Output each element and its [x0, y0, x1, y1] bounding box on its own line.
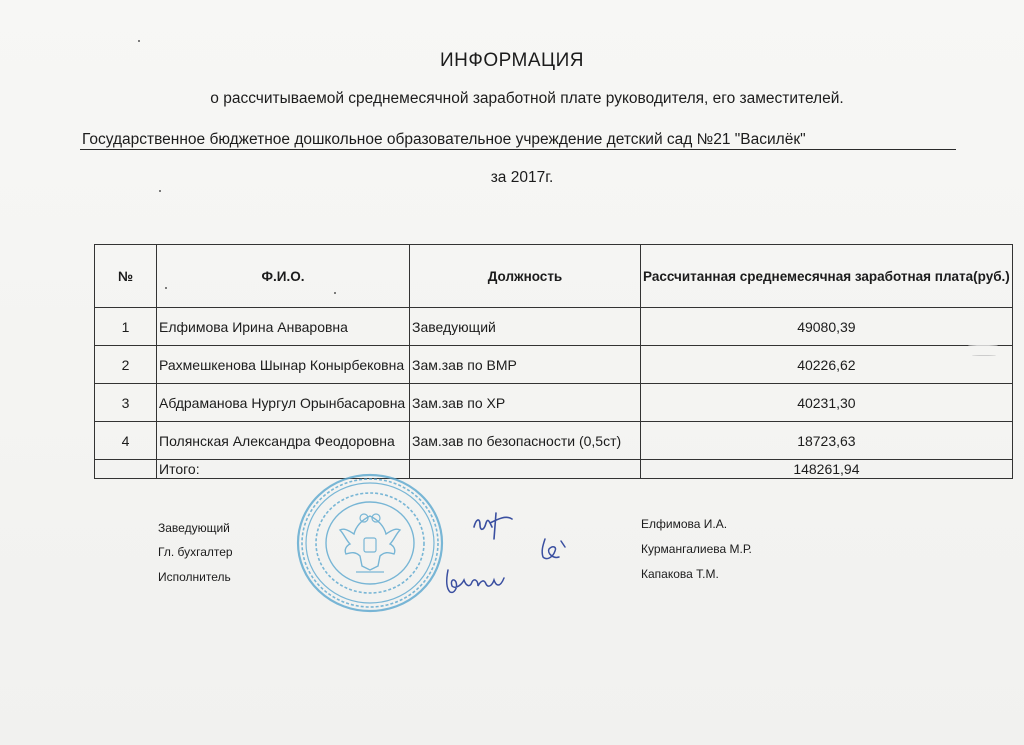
salary-table — [94, 244, 1013, 479]
row-fio: Абдраманова Нургул Орынбасаровна — [157, 384, 410, 422]
scan-speck — [972, 355, 996, 356]
row-position: Зам.зав по ВМР — [410, 346, 641, 384]
signature-name-executor: Капакова Т.М. — [641, 567, 719, 581]
organization-underline — [80, 149, 956, 150]
signature-mark-executor-icon — [440, 560, 520, 600]
row-num: 4 — [95, 422, 157, 460]
document-period: за 2017г. — [490, 169, 554, 186]
header-salary: Рассчитанная среднемесячная заработная плата(руб.) — [641, 245, 1013, 308]
table-header-row — [95, 245, 1013, 308]
organization-name: Государственное бюджетное дошкольное образовательное учреждение детский сад №21 "Василёк" — [82, 131, 806, 148]
document-subtitle: о рассчитываемой среднемесячной заработной плате руководителя, его заместителей. — [210, 90, 844, 107]
table-total-row — [95, 460, 1013, 479]
header-fio: Ф.И.О. — [157, 245, 410, 308]
row-position: Зам.зав по безопасности (0,5ст) — [410, 422, 641, 460]
row-num: 3 — [95, 384, 157, 422]
total-empty-cell — [95, 460, 157, 479]
signature-role-head: Заведующий — [158, 521, 230, 535]
official-seal-icon — [290, 468, 450, 618]
scan-speck — [968, 345, 998, 346]
row-salary: 18723,63 — [641, 422, 1013, 460]
row-salary: 40231,30 — [641, 384, 1013, 422]
signature-role-executor: Исполнитель — [158, 570, 231, 584]
table-row — [95, 422, 1013, 460]
row-num: 1 — [95, 308, 157, 346]
scan-speck — [165, 287, 167, 289]
signature-role-accountant: Гл. бухгалтер — [158, 545, 233, 559]
signature-name-head: Елфимова И.А. — [641, 517, 728, 531]
row-salary: 49080,39 — [641, 308, 1013, 346]
row-num: 2 — [95, 346, 157, 384]
document-title: ИНФОРМАЦИЯ — [440, 50, 584, 71]
table-row — [95, 308, 1013, 346]
table-row — [95, 346, 1013, 384]
scan-speck — [159, 190, 161, 192]
signature-mark-head-icon — [470, 505, 525, 545]
row-fio: Рахмешкенова Шынар Конырбековна — [157, 346, 410, 384]
row-fio: Полянская Александра Феодоровна — [157, 422, 410, 460]
table-row — [95, 384, 1013, 422]
scan-speck — [334, 292, 336, 294]
signature-name-accountant: Курмангалиева М.Р. — [641, 542, 752, 556]
row-position: Заведующий — [410, 308, 641, 346]
signature-mark-accountant-icon — [535, 535, 575, 567]
row-position: Зам.зав по ХР — [410, 384, 641, 422]
header-position: Должность — [410, 245, 641, 308]
total-salary: 148261,94 — [641, 460, 1013, 479]
row-salary: 40226,62 — [641, 346, 1013, 384]
header-num: № — [95, 245, 157, 308]
total-label: Итого: — [157, 460, 410, 479]
scan-speck — [138, 40, 140, 42]
row-fio: Елфимова Ирина Анваровна — [157, 308, 410, 346]
